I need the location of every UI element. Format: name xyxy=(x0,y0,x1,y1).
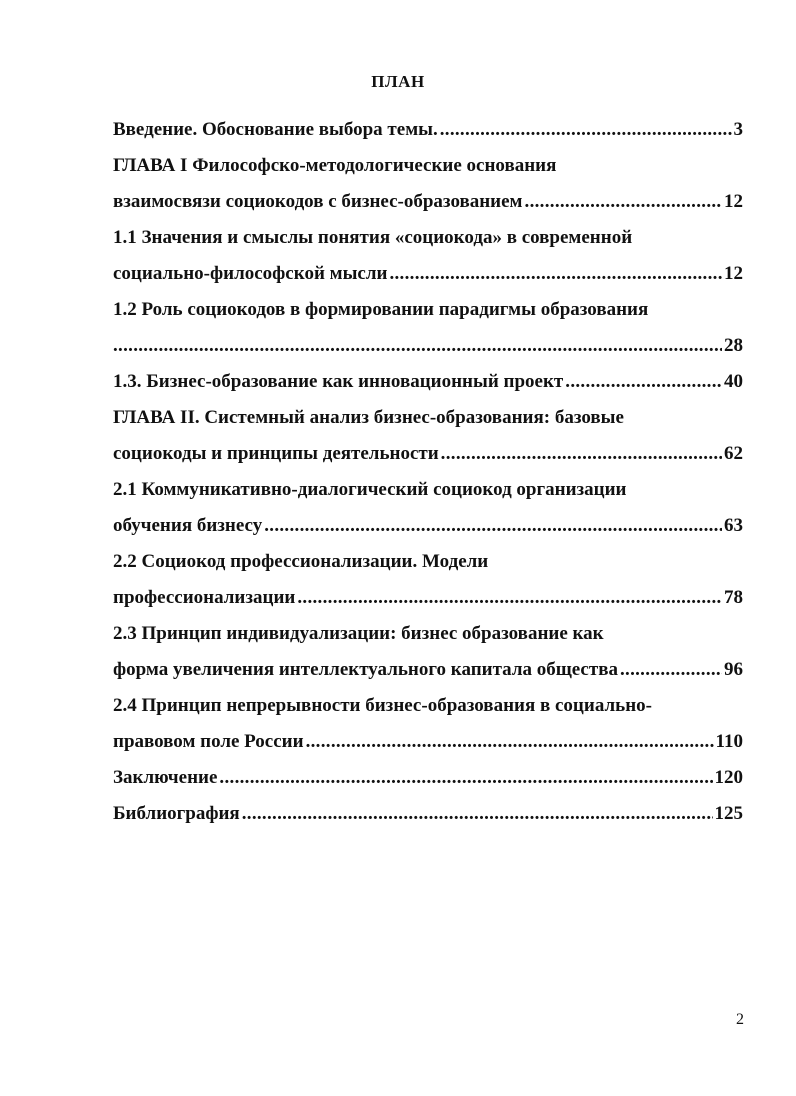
toc-entry-text: ГЛАВА II. Системный анализ бизнес-образования: базовые xyxy=(113,407,624,428)
toc-entry-section-2-3 xyxy=(113,616,743,652)
toc-entry-section-1-2 xyxy=(113,292,743,328)
dot-leader xyxy=(565,364,722,400)
dot-leader xyxy=(441,436,722,472)
toc-entry-conclusion xyxy=(113,760,743,796)
toc-entry-page: 62 xyxy=(724,443,743,464)
toc-entry-text: профессионализации xyxy=(113,587,296,608)
page-number: 2 xyxy=(736,1011,744,1028)
toc-entry-section-2-1-cont xyxy=(113,508,743,544)
dot-leader xyxy=(242,796,713,832)
toc-entry-page: 78 xyxy=(724,587,743,608)
toc-entry-text: социально-философской мысли xyxy=(113,263,388,284)
toc-entry-page: 125 xyxy=(714,803,743,824)
toc-entry-text: форма увеличения интеллектуального капитала общества xyxy=(113,659,618,680)
dot-leader xyxy=(620,652,722,688)
toc-entry-chapter-1 xyxy=(113,148,743,184)
toc-entry-text: взаимосвязи социокодов с бизнес-образованием xyxy=(113,191,523,212)
toc-entry-introduction xyxy=(113,112,743,148)
toc-entry-section-1-2-cont xyxy=(113,328,743,364)
toc-entry-page: 96 xyxy=(724,659,743,680)
dot-leader xyxy=(525,184,722,220)
toc-entry-section-2-2 xyxy=(113,544,743,580)
dot-leader xyxy=(297,580,722,616)
toc-entry-page: 3 xyxy=(733,119,743,140)
toc-entry-text: правовом поле России xyxy=(113,731,304,752)
toc-entry-page: 12 xyxy=(724,191,743,212)
toc-entry-text: социокоды и принципы деятельности xyxy=(113,443,439,464)
toc-entry-section-2-1 xyxy=(113,472,743,508)
toc-entry-text: 2.1 Коммуникативно-диалогический социокод организации xyxy=(113,479,627,500)
dot-leader xyxy=(219,760,712,796)
toc-entry-chapter-1-cont xyxy=(113,184,743,220)
toc-entry-bibliography xyxy=(113,796,743,832)
toc-entry-section-2-3-cont xyxy=(113,652,743,688)
toc-entry-text: 1.3. Бизнес-образование как инновационный проект xyxy=(113,371,564,392)
toc-entry-text: 2.4 Принцип непрерывности бизнес-образования в социально- xyxy=(113,695,652,716)
toc-entry-page: 63 xyxy=(724,515,743,536)
toc-entry-chapter-2-cont xyxy=(113,436,743,472)
dot-leader xyxy=(113,328,722,364)
table-of-contents xyxy=(113,112,743,832)
toc-entry-page: 12 xyxy=(724,263,743,284)
toc-entry-section-2-2-cont xyxy=(113,580,743,616)
toc-entry-chapter-2 xyxy=(113,400,743,436)
toc-entry-text: Библиография xyxy=(113,803,240,824)
toc-entry-section-1-1 xyxy=(113,220,743,256)
toc-entry-section-2-4 xyxy=(113,688,743,724)
toc-entry-page: 120 xyxy=(714,767,743,788)
toc-entry-text: Заключение xyxy=(113,767,218,788)
toc-entry-text: 2.3 Принцип индивидуализации: бизнес образование как xyxy=(113,623,604,644)
toc-entry-section-1-3 xyxy=(113,364,743,400)
dot-leader xyxy=(389,256,722,292)
toc-entry-text: ГЛАВА I Философско-методологические основания xyxy=(113,155,557,176)
dot-leader xyxy=(306,724,714,760)
toc-entry-text: 1.2 Роль социокодов в формировании парадигмы образования xyxy=(113,299,649,320)
toc-entry-page: 28 xyxy=(724,335,743,356)
toc-entry-text: 2.2 Социокод профессионализации. Модели xyxy=(113,551,489,572)
toc-entry-section-2-4-cont xyxy=(113,724,743,760)
toc-entry-page: 40 xyxy=(724,371,743,392)
page-title: ПЛАН xyxy=(371,72,425,91)
toc-entry-page: 110 xyxy=(715,731,743,752)
dot-leader xyxy=(264,508,722,544)
toc-entry-text: Введение. Обоснование выбора темы. xyxy=(113,119,438,140)
toc-entry-text: 1.1 Значения и смыслы понятия «социокода» в современной xyxy=(113,227,633,248)
toc-entry-section-1-1-cont xyxy=(113,256,743,292)
toc-entry-text: обучения бизнесу xyxy=(113,515,263,536)
dot-leader xyxy=(440,112,732,148)
